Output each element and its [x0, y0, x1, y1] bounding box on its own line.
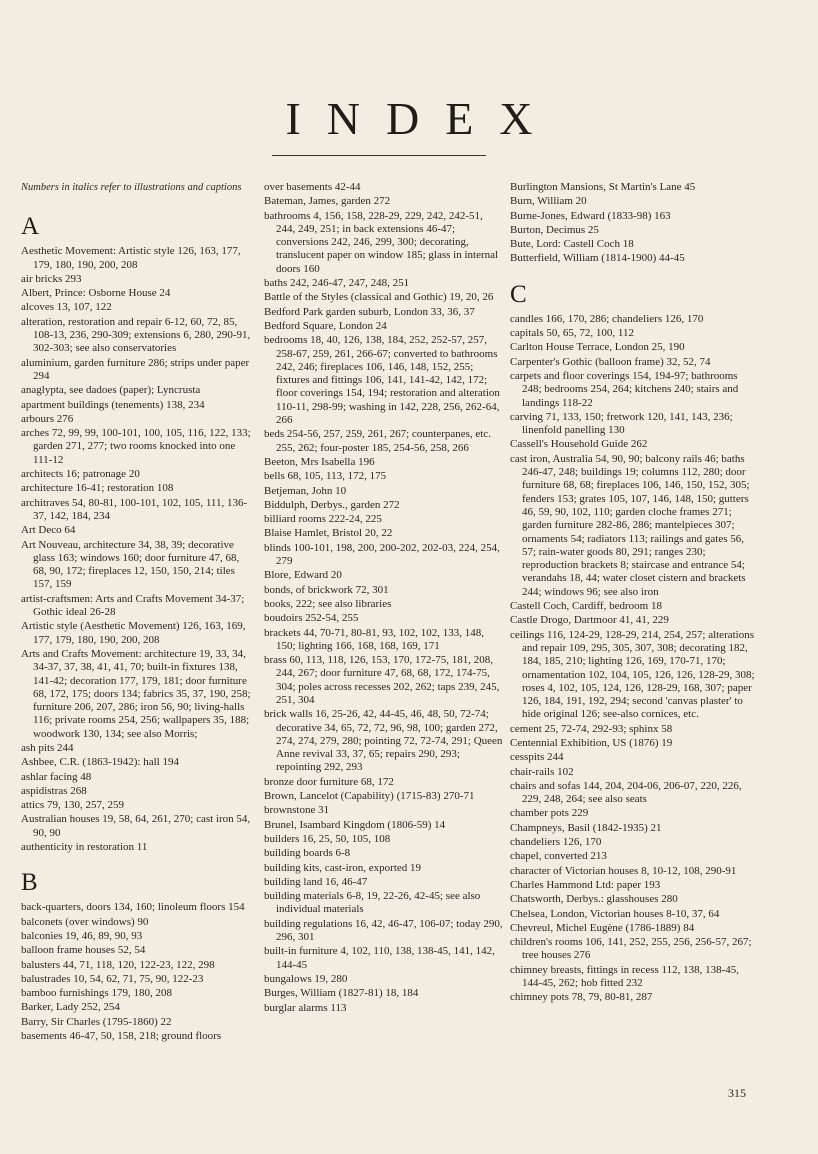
index-entry: Bateman, James, garden 272	[264, 195, 391, 208]
index-entry: Champneys, Basil (1842-1935) 21	[510, 821, 662, 834]
italics-note: Numbers in italics refer to illustrations and captions	[21, 182, 242, 193]
index-entry: builders 16, 25, 50, 105, 108	[264, 832, 391, 845]
index-entry: Castle Drogo, Dartmoor 41, 41, 229	[510, 614, 669, 627]
index-entry: chandeliers 126, 170	[510, 836, 602, 849]
index-entry: chair-rails 102	[510, 765, 574, 778]
index-entry: air bricks 293	[21, 272, 82, 285]
index-entry: Art Deco 64	[21, 524, 76, 537]
index-entry: Beeton, Mrs Isabella 196	[264, 455, 375, 468]
index-entry: building regulations 16, 42, 46-47, 106-07; today 290, 296, 301	[264, 917, 503, 944]
index-entry: Blaise Hamlet, Bristol 20, 22	[264, 527, 393, 540]
index-entry: Barker, Lady 252, 254	[21, 1001, 120, 1014]
index-entry: Castell Coch, Cardiff, bedroom 18	[510, 600, 662, 613]
index-entry: alcoves 13, 107, 122	[21, 301, 112, 314]
index-entry: anaglypta, see dadoes (paper); Lyncrusta	[21, 384, 201, 397]
index-entry: bells 68, 105, 113, 172, 175	[264, 470, 387, 483]
index-entry: bungalows 19, 280	[264, 972, 348, 985]
title-rule	[272, 155, 486, 156]
index-entry: Chatsworth, Derbys.: glasshouses 280	[510, 893, 678, 906]
index-entry: ashlar facing 48	[21, 770, 92, 783]
index-entry: over basements 42-44	[264, 181, 361, 193]
index-entry: balconies 19, 46, 89, 90, 93	[21, 929, 143, 942]
section-letter: C	[510, 280, 527, 308]
index-entry: Art Nouveau, architecture 34, 38, 39; decorative glass 163; windows 160; door furniture 47, 68, 68, 90, 172; fireplaces 12, 150, 150, 214; tiles 157, 159	[21, 538, 240, 591]
index-entry: character of Victorian houses 8, 10-12, 108, 290-91	[510, 864, 737, 877]
index-entry: aspidistras 268	[21, 784, 87, 797]
index-entry: balconets (over windows) 90	[21, 915, 149, 928]
index-entry: chapel, converted 213	[510, 850, 607, 863]
index-entry: brass 60, 113, 118, 126, 153, 170, 172-75, 181, 208, 244, 267; door furniture 47, 68, 68, 172, 174-75, 304; poles across recesses 202, 262; taps 239, 245, 251, 304	[264, 654, 500, 706]
index-entry: ash pits 244	[21, 741, 74, 754]
section-letter: B	[21, 869, 38, 897]
index-entry: architecture 16-41; restoration 108	[21, 482, 174, 495]
index-entry: boudoirs 252-54, 255	[264, 612, 359, 625]
index-entry: architraves 54, 80-81, 100-101, 102, 105, 111, 136-37, 142, 184, 234	[21, 496, 248, 522]
index-entry: candles 166, 170, 286; chandeliers 126, 170	[510, 312, 704, 325]
index-entry: Australian houses 19, 58, 64, 261, 270; cast iron 54, 90, 90	[21, 813, 251, 839]
index-entry: building land 16, 46-47	[264, 875, 368, 888]
index-entry: brick walls 16, 25-26, 42, 44-45, 46, 48, 50, 72-74; decorative 34, 65, 72, 72, 96, 98, 100; garden 272, 274, 274, 279, 280; pointing 72, 72-74, 291; Queen Anne revival 33, 37, 65; repairs 290, 293; repointing 292, 293	[264, 708, 503, 774]
index-entry: bamboo furnishings 179, 180, 208	[21, 987, 172, 1000]
index-entry: building materials 6-8, 19, 22-26, 42-45; see also individual materials	[264, 890, 481, 916]
index-entry: authenticity in restoration 11	[21, 841, 148, 854]
index-entry: attics 79, 130, 257, 259	[21, 799, 124, 812]
index-entry: bronze door furniture 68, 172	[264, 775, 394, 788]
index-entry: blinds 100-101, 198, 200, 200-202, 202-03, 224, 254, 279	[264, 541, 500, 568]
index-entry: chimney breasts, fittings in recess 112, 138, 138-45, 144-45, 262; hob fitted 232	[510, 963, 740, 990]
index-entry: brackets 44, 70-71, 80-81, 93, 102, 102, 133, 148, 150; lighting 166, 168, 168, 169, 171	[264, 626, 484, 652]
index-entry: basements 46-47, 50, 158, 218; ground floors	[21, 1030, 222, 1043]
page-number: 315	[728, 1086, 746, 1100]
index-entry: aluminium, garden furniture 286; strips under paper 294	[21, 356, 250, 382]
index-entry: Artistic style (Aesthetic Movement) 126, 163, 169, 177, 179, 180, 190, 200, 208	[21, 620, 246, 646]
index-entry: Burne-Jones, Edward (1833-98) 163	[510, 209, 671, 222]
index-entry: Bedford Square, London 24	[264, 319, 387, 332]
index-entry: brownstone 31	[264, 804, 330, 817]
index-entry: building boards 6-8	[264, 847, 351, 860]
index-entry: Carpenter's Gothic (balloon frame) 32, 52, 74	[510, 355, 711, 368]
index-entry: Carlton House Terrace, London 25, 190	[510, 341, 685, 354]
index-entry: beds 254-56, 257, 259, 261, 267; counterpanes, etc. 255, 262; four-poster 185, 254-56, 258, 266	[264, 428, 491, 454]
page-title: INDEX	[285, 93, 559, 144]
index-entry: books, 222; see also libraries	[264, 597, 392, 610]
index-entry: cesspits 244	[510, 751, 564, 764]
index-entry: building kits, cast-iron, exported 19	[264, 861, 422, 874]
index-entry: bedrooms 18, 40, 126, 138, 184, 252, 252-57, 257, 258-67, 259, 261, 266-67; converted to bathrooms 242, 246; fireplaces 106, 146, 148, 152, 255; fixtures and fittings 106, 141, 141-42, 142, 172; floor coverings 154, 194; restoration and alteration 110-11, 298-99; washing in 142, 228, 256, 262-64, 266	[264, 334, 500, 427]
index-entry: billiard rooms 222-24, 225	[264, 513, 382, 526]
index-entry: Bedford Park garden suburb, London 33, 36, 37	[264, 305, 475, 318]
index-entry: Butterfield, William (1814-1900) 44-45	[510, 252, 685, 265]
index-column-3	[510, 181, 756, 1006]
index-entry: children's rooms 106, 141, 252, 255, 256, 256-57, 267; tree houses 276	[510, 936, 752, 962]
index-entry: arbours 276	[21, 412, 74, 425]
index-entry: baths 242, 246-47, 247, 248, 251	[264, 277, 410, 290]
index-entry: cast iron, Australia 54, 90, 90; balcony rails 46; baths 246-47, 248; buildings 19; columns 112, 280; door furniture 68, 68; fireplaces 106, 146, 150, 152, 305; fenders 153; grates 105, 107, 146, 148, 150; gutters 46, 59, 90, 102, 110; garden cloche frames 271; garden furniture 282-86, 286; mantelpieces 307; ornaments 54; radiators 113; railings and gates 56, 57; rain-water goods 80, 291; ranges 230; reproduction brackets 8; staircase and entrance 54; verandahs 18, 44; water closet cistern and brackets 244; windows 96; see also iron	[510, 452, 750, 598]
index-entry: Chelsea, London, Victorian houses 8-10, 37, 64	[510, 907, 720, 920]
index-entry: balloon frame houses 52, 54	[21, 944, 146, 957]
index-entry: balusters 44, 71, 118, 120, 122-23, 122, 298	[21, 958, 215, 971]
index-entry: cement 25, 72-74, 292-93; sphinx 58	[510, 722, 673, 735]
index-entry: apartment buildings (tenements) 138, 234	[21, 398, 205, 411]
index-entry: chimney pots 78, 79, 80-81, 287	[510, 991, 653, 1004]
index-entry: balustrades 10, 54, 62, 71, 75, 90, 122-23	[21, 972, 204, 985]
index-entry: Betjeman, John 10	[264, 484, 347, 497]
index-entry: bathrooms 4, 156, 158, 228-29, 229, 242, 242-51, 244, 249, 251; in back extensions 46-47; conversions 242, 246, 299, 300; decorating, translucent paper on window 185; glass in internal doors 160	[264, 209, 499, 275]
index-entry: Burton, Decimus 25	[510, 223, 599, 236]
index-entry: Arts and Crafts Movement: architecture 19, 33, 34, 34-37, 37, 38, 41, 41, 70; built-in fixtures 138, 141-42; decoration 177, 179, 181; door furniture 68, 172, 175; doors 134; fabrics 35, 37, 190, 258; furniture 206, 207, 286; iron 56, 90; living-halls 116; private rooms 254, 256; wallpapers 35, 188; woodwork 130, 134; see also Morris;	[21, 647, 251, 740]
index-entry: artist-craftsmen: Arts and Crafts Movement 34-37; Gothic ideal 26-28	[21, 592, 245, 619]
index-entry: Charles Hammond Ltd: paper 193	[510, 878, 661, 891]
index-entry: capitals 50, 65, 72, 100, 112	[510, 327, 634, 340]
index-entry: Bute, Lord: Castell Coch 18	[510, 238, 634, 251]
index-entry: Biddulph, Derbys., garden 272	[264, 498, 400, 511]
index-entry: arches 72, 99, 99, 100-101, 100, 105, 116, 122, 133; garden 271, 277; two rooms knocked into one 111-12	[21, 427, 251, 466]
index-entry: chamber pots 229	[510, 807, 589, 820]
index-entry: Cassell's Household Guide 262	[510, 438, 648, 451]
index-entry: back-quarters, doors 134, 160; linoleum floors 154	[21, 901, 245, 914]
index-entry: chairs and sofas 144, 204, 204-06, 206-07, 220, 226, 229, 248, 264; see also seats	[510, 779, 742, 806]
index-entry: Brown, Lancelot (Capability) (1715-83) 270-71	[264, 790, 475, 803]
index-entry: Chevreul, Michel Eugène (1786-1889) 84	[510, 921, 695, 934]
index-entry: burglar alarms 113	[264, 1001, 347, 1014]
index-entry: carving 71, 133, 150; fretwork 120, 141, 143, 236; linenfold panelling 130	[510, 410, 733, 437]
index-entry: Albert, Prince: Osborne House 24	[21, 287, 171, 300]
index-entry: Aesthetic Movement: Artistic style 126, 163, 177, 179, 180, 190, 200, 208	[21, 245, 241, 271]
index-entry: Burn, William 20	[510, 195, 587, 208]
index-entry: Burlington Mansions, St Martin's Lane 45	[510, 181, 696, 193]
index-entry: carpets and floor coverings 154, 194-97; bathrooms 248; bedrooms 254, 264; kitchens 240; stairs and landings 118-22	[510, 369, 739, 409]
section-letter: A	[21, 213, 40, 241]
index-entry: Ashbee, C.R. (1863-1942): hall 194	[21, 756, 179, 769]
index-entry: Centennial Exhibition, US (1876) 19	[510, 736, 673, 749]
index-entry: alteration, restoration and repair 6-12, 60, 72, 85, 108-13, 236, 290-309; extensions 6, 280, 290-91, 302-303; see also conservatories	[21, 315, 251, 355]
index-entry: Blore, Edward 20	[264, 569, 342, 582]
index-entry: Barry, Sir Charles (1795-1860) 22	[21, 1015, 172, 1028]
index-entry: bonds, of brickwork 72, 301	[264, 583, 389, 596]
index-column-2	[264, 181, 504, 1016]
index-entry: ceilings 116, 124-29, 128-29, 214, 254, 257; alterations and repair 109, 295, 305, 307, 308; decorating 182, 184, 185, 210; lighting 126, 169, 170-71, 170; ornamentation 102, 104, 105, 126, 126, 128-29, 308; roses 4, 102, 105, 124, 126, 128-29, 168, 307; paper 126, 184, 191, 192, 294; second 'canvas plaster' to hide original 126; see-also cornices, etc.	[510, 628, 755, 721]
index-entry: Battle of the Styles (classical and Gothic) 19, 20, 26	[264, 291, 494, 304]
index-entry: built-in furniture 4, 102, 110, 138, 138-45, 141, 142, 144-45	[264, 945, 495, 971]
index-entry: Burges, William (1827-81) 18, 184	[264, 987, 419, 1000]
index-column-1	[21, 181, 251, 1044]
index-entry: Brunel, Isambard Kingdom (1806-59) 14	[264, 818, 446, 831]
index-entry: architects 16; patronage 20	[21, 468, 140, 481]
